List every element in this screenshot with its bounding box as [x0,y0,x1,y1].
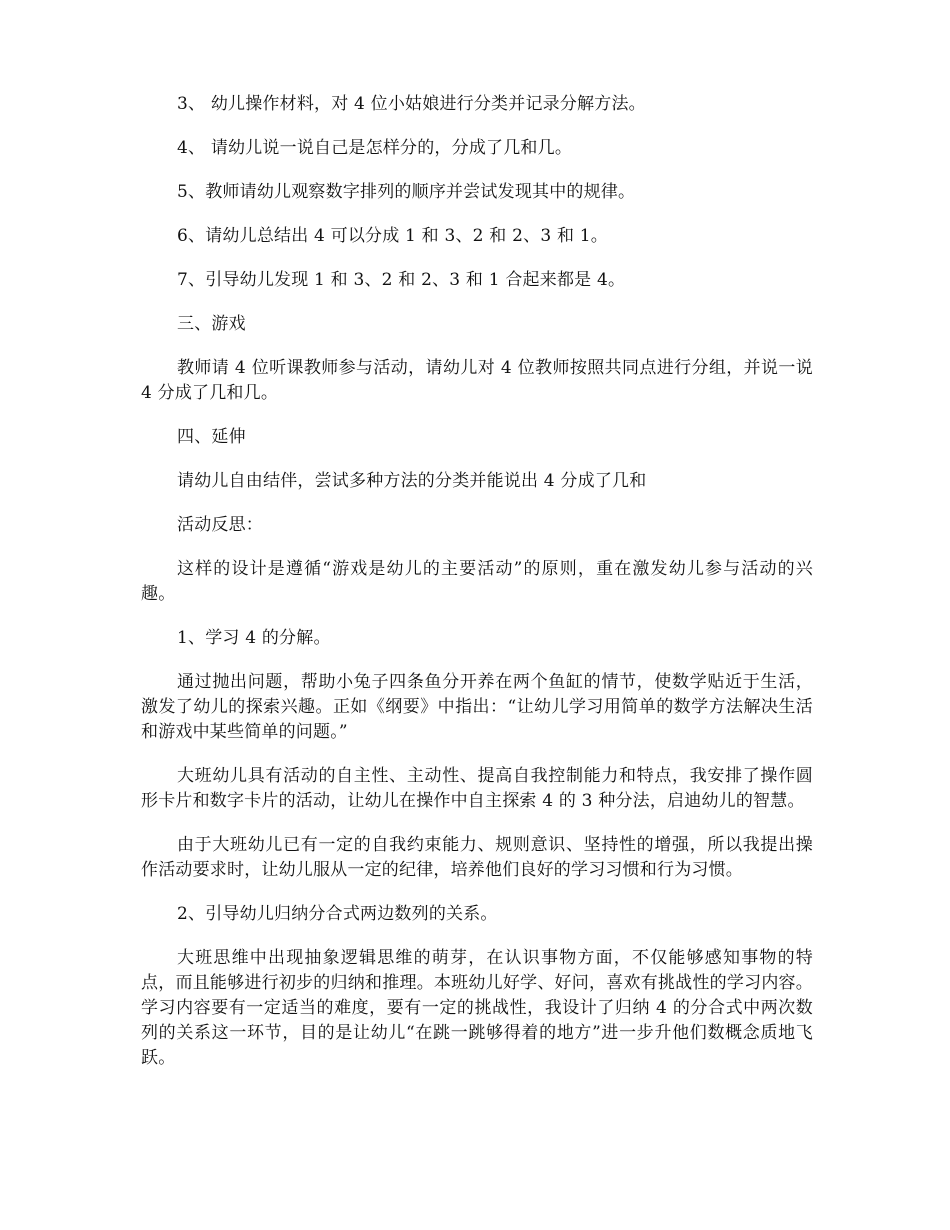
paragraph-autonomy: 大班幼儿具有活动的自主性、主动性、提高自我控制能力和特点，我安排了操作圆形卡片和数字卡片的活动，让幼儿在操作中自主探索 4 的 3 种分法，启迪幼儿的智慧。 [141,766,813,811]
subheading-summarize-relations: 2、引导幼儿归纳分合式两边数列的关系。 [177,904,498,924]
paragraph-reflection-intro: 这样的设计是遵循“游戏是幼儿的主要活动”的原则，重在激发幼儿参与活动的兴趣。 [141,559,813,604]
paragraph-step-5: 5、教师请幼儿观察数字排列的顺序并尝试发现其中的规律。 [177,182,636,202]
section-heading-extension: 四、延伸 [177,427,246,447]
paragraph-discipline: 由于大班幼儿已有一定的自我约束能力、规则意识、坚持性的增强，所以我提出操作活动要求时，让幼儿服从一定的纪律，培养他们良好的学习习惯和行为习惯。 [141,835,813,880]
paragraph-extension: 请幼儿自由结伴，尝试多种方法的分类并能说出 4 分成了几和 [177,471,647,491]
paragraph-step-4: 4、 请幼儿说一说自己是怎样分的，分成了几和几。 [177,138,573,158]
paragraph-step-6: 6、请幼儿总结出 4 可以分成 1 和 3、2 和 2、3 和 1。 [177,226,608,246]
paragraph-step-3: 3、 幼儿操作材料，对 4 位小姑娘进行分类并记录分解方法。 [177,94,646,114]
section-heading-game: 三、游戏 [177,314,246,334]
paragraph-game: 教师请 4 位听课教师参与活动，请幼儿对 4 位教师按照共同点进行分组，并说一说 4 分成了几和几。 [141,358,813,403]
subheading-learn-decomposition: 1、学习 4 的分解。 [177,628,331,648]
document-body [141,92,813,1090]
section-heading-reflection: 活动反思： [177,515,263,535]
paragraph-step-7: 7、引导幼儿发现 1 和 3、2 和 2、3 和 1 合起来都是 4。 [177,270,626,290]
paragraph-reasoning: 大班思维中出现抽象逻辑思维的萌芽，在认识事物方面，不仅能够感知事物的特点，而且能够进行初步的归纳和推理。本班幼儿好学、好问，喜欢有挑战性的学习内容。学习内容要有一定适当的难度，要有一定的挑战性，我设计了归纳 4 的分合式中两次数列的关系这一环节，目的是让幼儿“在跳一跳够得着的地方”进一步升他们数概念质地飞跃。 [141,948,813,1068]
paragraph-problem-context: 通过抛出问题，帮助小兔子四条鱼分开养在两个鱼缸的情节，使数学贴近于生活，激发了幼儿的探索兴趣。正如《纲要》中指出：“让幼儿学习用简单的数学方法解决生活和游戏中某些简单的问题。” [141,672,813,742]
